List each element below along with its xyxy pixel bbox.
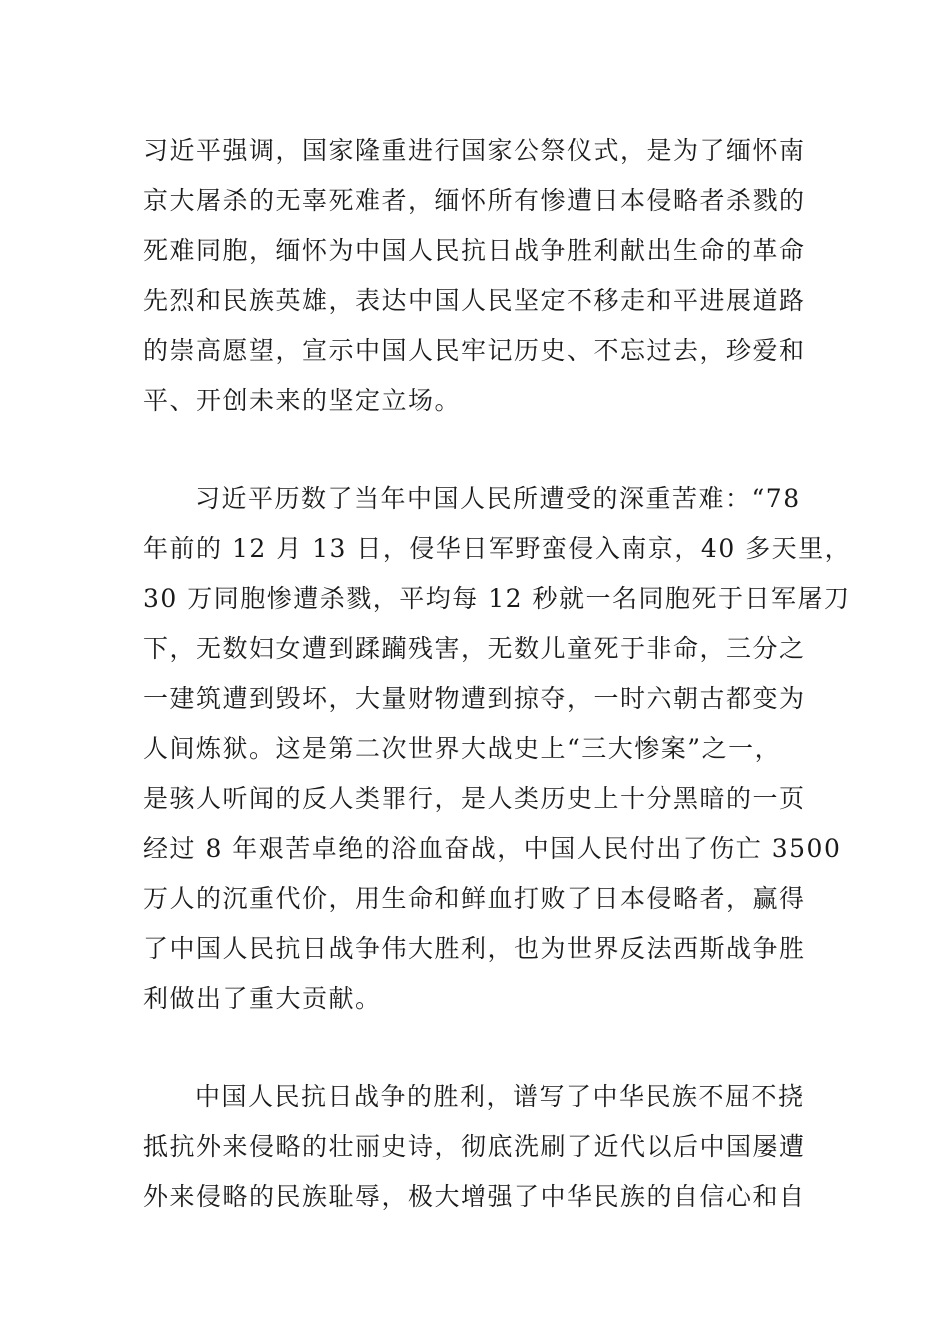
paragraph-line: 年前的 12 月 13 日，侵华日军野蛮侵入南京，40 多天里， bbox=[143, 534, 852, 563]
paragraph-line: 抵抗外来侵略的壮丽史诗，彻底洗刷了近代以后中国屡遭 bbox=[143, 1132, 806, 1161]
paragraph-line: 京大屠杀的无辜死难者，缅怀所有惨遭日本侵略者杀戮的 bbox=[143, 186, 806, 215]
paragraph-line: 习近平强调，国家隆重进行国家公祭仪式，是为了缅怀南 bbox=[143, 136, 806, 165]
paragraph-line: 平、开创未来的坚定立场。 bbox=[143, 386, 462, 415]
paragraph-line: 是骇人听闻的反人类罪行，是人类历史上十分黑暗的一页 bbox=[143, 784, 806, 813]
paragraph-line: 先烈和民族英雄，表达中国人民坚定不移走和平进展道路 bbox=[143, 286, 806, 315]
paragraph-line: 人间炼狱。这是第二次世界大战史上“三大惨案”之一， bbox=[143, 734, 782, 763]
paragraph-line: 一建筑遭到毁坏，大量财物遭到掠夺，一时六朝古都变为 bbox=[143, 684, 806, 713]
paragraph-line: 经过 8 年艰苦卓绝的浴血奋战，中国人民付出了伤亡 3500 bbox=[143, 834, 842, 863]
paragraph-line: 的崇高愿望，宣示中国人民牢记历史、不忘过去，珍爱和 bbox=[143, 336, 806, 365]
paragraph-line: 30 万同胞惨遭杀戮，平均每 12 秒就一名同胞死于日军屠刀 bbox=[143, 584, 851, 613]
paragraph-line: 中国人民抗日战争的胜利，谱写了中华民族不屈不挠 bbox=[195, 1082, 805, 1111]
paragraph-line: 外来侵略的民族耻辱，极大增强了中华民族的自信心和自 bbox=[143, 1182, 806, 1211]
paragraph-line: 死难同胞，缅怀为中国人民抗日战争胜利献出生命的革命 bbox=[143, 236, 806, 265]
paragraph-line: 了中国人民抗日战争伟大胜利，也为世界反法西斯战争胜 bbox=[143, 934, 806, 963]
paragraph-line: 万人的沉重代价，用生命和鲜血打败了日本侵略者，赢得 bbox=[143, 884, 806, 913]
paragraph-line: 下，无数妇女遭到蹂躏残害，无数儿童死于非命，三分之 bbox=[143, 634, 806, 663]
paragraph-line: 利做出了重大贡献。 bbox=[143, 984, 382, 1013]
paragraph-line: 习近平历数了当年中国人民所遭受的深重苦难：“78 bbox=[195, 484, 801, 513]
